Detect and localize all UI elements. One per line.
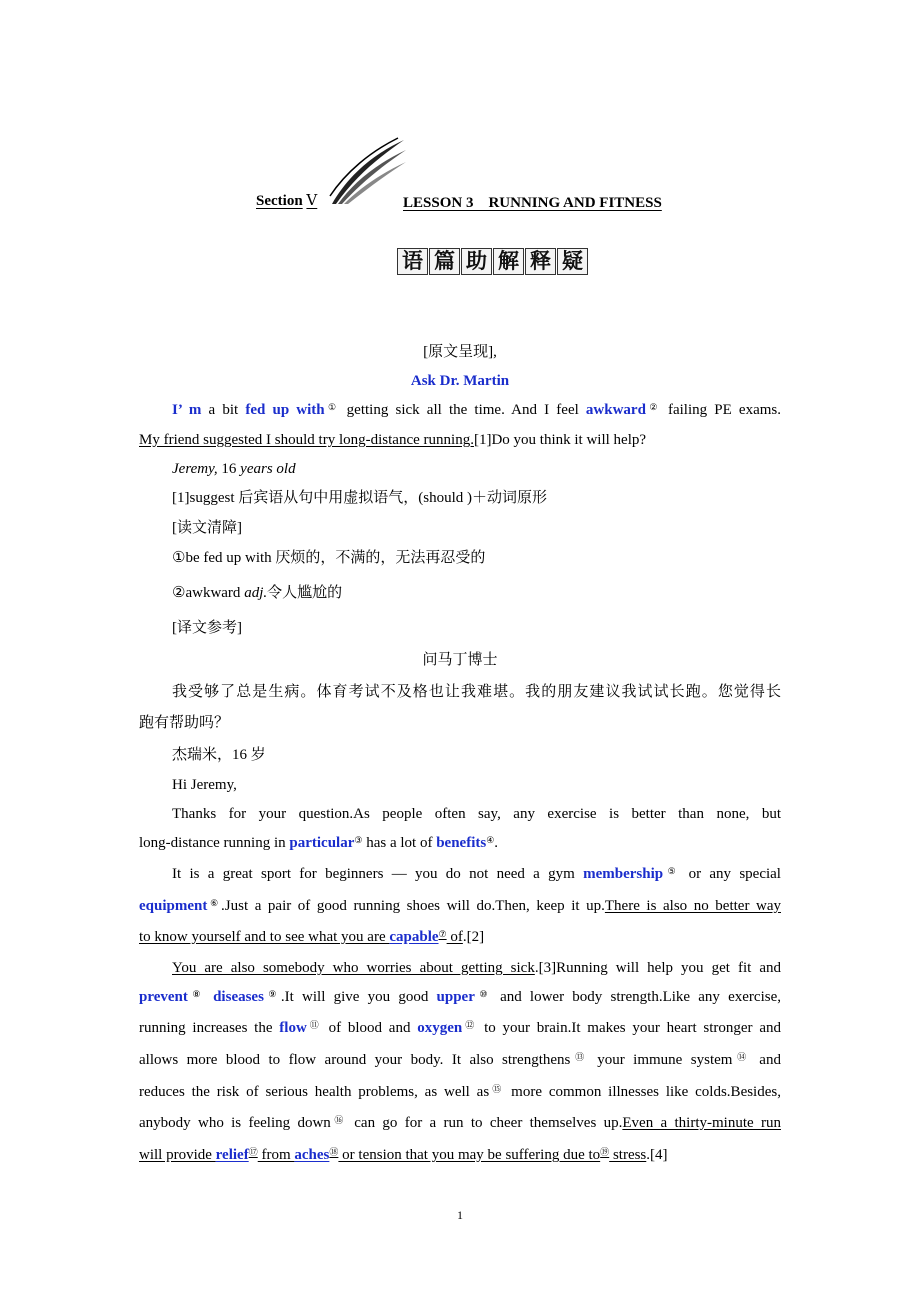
title-char: 语 [397, 248, 428, 275]
reply-paragraph-line: reduces the risk of serious health problems, as well as⑮ more common illnesses like colds.Besides, [139, 1084, 781, 1100]
vocab-item: ①be fed up with 厌烦的，不满的，无法再忍受的 [172, 550, 486, 566]
reply-paragraph-line: to know yourself and to see what you are capable⑦ of.[2] [139, 929, 485, 945]
cn-paragraph-line: 我受够了总是生病。体育考试不及格也让我难堪。我的朋友建议我试试长跑。您觉得长 [172, 684, 781, 700]
title-char: 释 [525, 248, 556, 275]
page-number: 1 [457, 1208, 463, 1222]
title-char: 解 [493, 248, 524, 275]
reply-paragraph-line: Thanks for your question.As people often say, any exercise is better than none, but [172, 806, 781, 822]
section-title [397, 248, 589, 275]
letter-paragraph-line: I’ m a bit fed up with① getting sick all the time. And I feel awkward② failing PE exams. [172, 402, 781, 418]
title-char: 篇 [429, 248, 460, 275]
grammar-note: [1]suggest 后宾语从句中用虚拟语气，(should )＋动词原形 [172, 490, 547, 506]
lesson-title: LESSON 3 RUNNING AND FITNESS [403, 195, 662, 211]
cn-paragraph-line: 跑有帮助吗？ [139, 715, 230, 731]
section-header [256, 191, 317, 210]
swoosh-logo-icon [328, 136, 408, 208]
reply-paragraph-line: running increases the flow⑪ of blood and oxygen⑫ to your brain.It makes your heart stronger and [139, 1020, 781, 1036]
reply-paragraph-line: long-distance running in particular③ has a lot of benefits④. [139, 835, 499, 851]
title-char: 疑 [557, 248, 588, 275]
reply-paragraph-line: will provide relief⑰ from aches⑱ or tension that you may be suffering due to⑲ stress.[4] [139, 1147, 668, 1163]
reply-paragraph-line: allows more blood to flow around your body. It also strengthens⑬ your immune system⑭ and [139, 1052, 781, 1068]
reply-paragraph-line: You are also somebody who worries about getting sick.[3]Running will help you get fit and [172, 960, 782, 976]
cn-signature: 杰瑞米，16 岁 [172, 747, 266, 763]
section-label: Section [256, 193, 303, 209]
section-roman: Ⅴ [306, 193, 318, 209]
letter-title: Ask Dr. Martin [410, 373, 510, 389]
title-char: 助 [461, 248, 492, 275]
letter-paragraph-line: My friend suggested I should try long-distance running.[1]Do you think it will help? [139, 432, 647, 448]
vocab-item: ②awkward adj.令人尴尬的 [172, 585, 343, 601]
reply-paragraph-line: equipment⑥.Just a pair of good running shoes will do.Then, keep it up.There is also no better way [139, 898, 781, 914]
reply-paragraph-line: anybody who is feeling down⑯ can go for a run to cheer themselves up.Even a thirty-minute run [139, 1115, 781, 1131]
translation-label: [译文参考] [172, 620, 242, 636]
reply-paragraph-line: It is a great sport for beginners — you do not need a gym membership⑤ or any special [172, 866, 781, 882]
letter-signature: Jeremy, 16 years old [172, 461, 296, 477]
reply-paragraph-line: prevent⑧ diseases⑨.It will give you good upper⑩ and lower body strength.Like any exercise, [139, 989, 782, 1005]
reading-label: [读文清障] [172, 520, 242, 536]
reply-greeting: Hi Jeremy, [172, 777, 237, 793]
original-label: [原文呈现], [423, 344, 497, 360]
cn-title: 问马丁博士 [422, 652, 498, 668]
